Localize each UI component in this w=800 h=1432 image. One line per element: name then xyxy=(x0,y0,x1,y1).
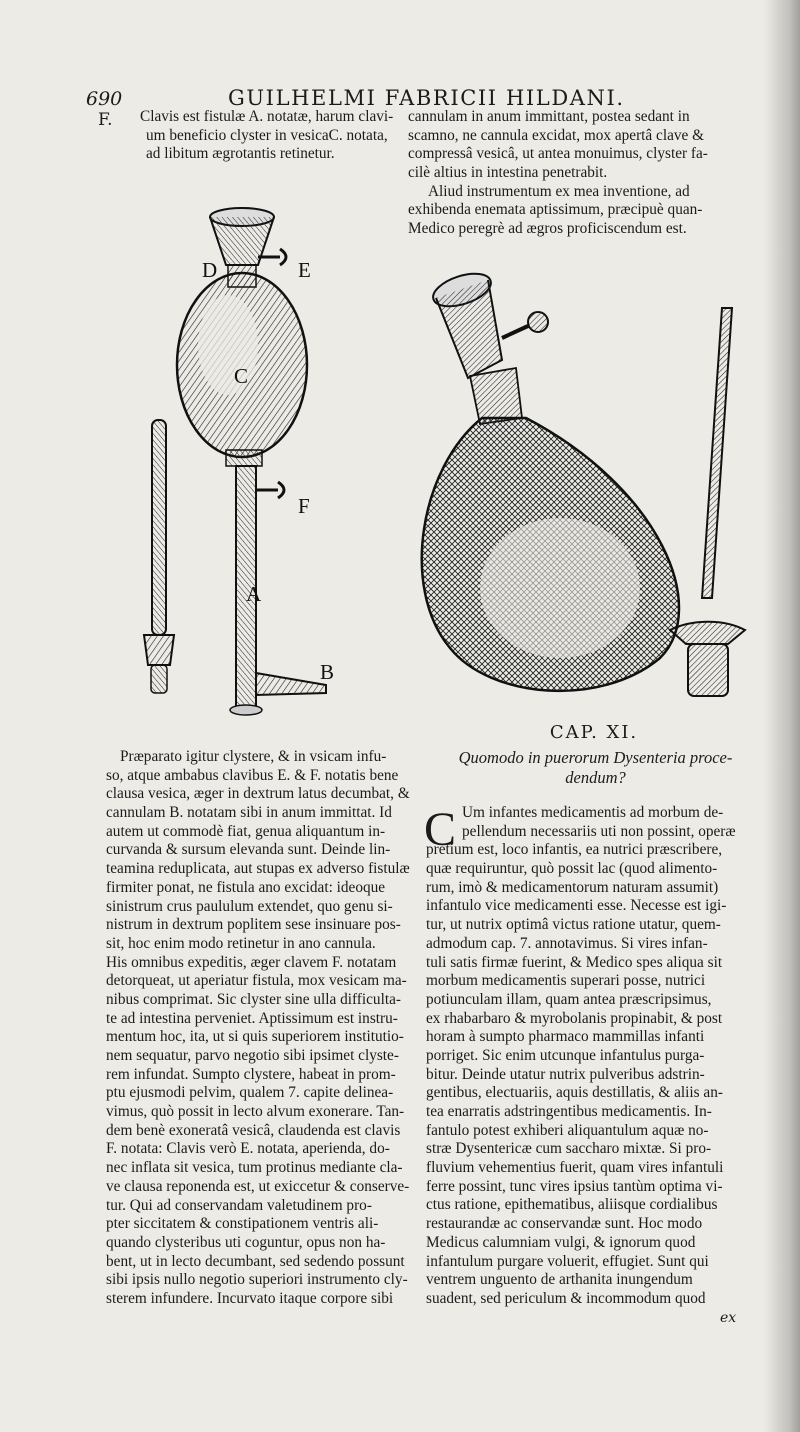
text-line: bitur. Deinde utatur nutrix pulveribus adstrin- xyxy=(426,1065,705,1083)
chapter-subtitle xyxy=(428,748,763,788)
text-line: fluvium vehementius fuerit, quam vires infantuli xyxy=(426,1159,724,1177)
text-line: Aliud instrumentum ex mea inventione, ad xyxy=(428,182,690,200)
text-line: sibi ipsis nullo negotio superiori instrumento cly- xyxy=(106,1271,408,1289)
text-line: scamno, ne cannula excidat, mox apertâ clave & xyxy=(408,126,705,144)
text-line: te ad intestina perveniet. Aptissimum est instru- xyxy=(106,1009,398,1027)
text-line: ptu ejusmodi pelvim, qualem 7. capite delinea- xyxy=(106,1084,394,1102)
text-line: ferre possint, tunc vires ipsius tantùm optima vi- xyxy=(426,1177,723,1195)
top-right-text xyxy=(408,108,708,239)
text-line: His omnibus expeditis, æger clavem F. notatam xyxy=(106,953,397,971)
figure-label-f: F xyxy=(298,494,310,518)
text-line: quando clysteribus uti coguntur, opus non ha- xyxy=(106,1233,386,1251)
text-line: bent, ut in lecto decumbant, sed sedendo possunt xyxy=(106,1252,405,1270)
text-line: cilè altius in intestina penetrabit. xyxy=(408,164,608,182)
text-line: tuli satis firmæ fuerint, & Medico spes aliqua sit xyxy=(426,953,723,971)
text-line: exhibenda enemata aptissimum, præcipuè quan- xyxy=(408,201,703,219)
text-line: tur. Qui ad conservandam valetudinem pro- xyxy=(106,1196,372,1214)
text-line: quæ requiruntur, quò possit lac (quod alimento- xyxy=(426,860,718,878)
text-line: porriget. Sic enim utcunque infantulus purga- xyxy=(426,1046,705,1064)
text-line: ad libitum ægrotantis retinetur. xyxy=(146,145,335,163)
text-line: Medicus calumniam vulgi, & ignorum quod xyxy=(426,1233,696,1251)
text-line: gentibus, electuariis, aquis destillatis, & aliis an- xyxy=(426,1084,723,1102)
text-line: sterem infundere. Incurvato itaque corpore sibi xyxy=(106,1289,394,1307)
text-line: nec inflata sit vesica, tum protinus mediante cla- xyxy=(106,1159,403,1177)
text-line: rum, imò & medicamentorum naturam assumit) xyxy=(426,878,719,896)
text-line: um beneficio clyster in vesicaC. notata, xyxy=(146,126,388,144)
text-line: ex rhabarbaro & myrobolanis propinabit, & post xyxy=(426,1009,723,1027)
text-line: ctus ratione, epithematibus, aliisque cordialibus xyxy=(426,1196,718,1214)
text-line: fantulo potest exhiberi aliquantulum aquæ no- xyxy=(426,1121,709,1139)
text-line: pter siccitatem & constipationem ventris ali- xyxy=(106,1215,379,1233)
clyster-apparatus-illustration xyxy=(130,195,400,725)
text-line: rem infundat. Sumpto clystere, habeat in prom- xyxy=(106,1065,396,1083)
text-line: dem benè exoneratâ vesicâ, claudenda est clavis xyxy=(106,1121,401,1139)
running-head: GUILHELMI FABRICII HILDANI. xyxy=(228,86,625,110)
chapter-caption: CAP. XI. xyxy=(549,722,639,743)
text-line: firmiter ponat, ne fistula ano excidat: ideoque xyxy=(106,878,386,896)
text-line: nibus comprimat. Sic clyster sine ulla difficulta- xyxy=(106,990,401,1008)
text-line: ventrem unguento de arthanita inungendum xyxy=(426,1271,693,1289)
left-column-text xyxy=(106,748,410,1309)
text-line: clausa vesica, æger in dextrum latus decumbat, & xyxy=(106,785,410,803)
text-line: horam à sumpto pharmaco mammillas infanti xyxy=(426,1028,705,1046)
text-line: pellendum necessariis uti non possint, operæ xyxy=(462,822,736,840)
bladder-enema-illustration xyxy=(410,268,755,713)
figure-label-d: D xyxy=(202,258,218,282)
figure-label-e: E xyxy=(298,258,311,282)
text-line: teamina reduplicata, aut stupas ex adverso fistulæ xyxy=(106,860,410,878)
text-line: detorqueat, ut aperiatur fistula, mox vesicam ma- xyxy=(106,972,407,990)
text-line: suadent, sed periculum & incommodum quod xyxy=(426,1289,706,1307)
subtitle-line: Quomodo in puerorum Dysenteria proce- xyxy=(458,748,733,767)
text-line: cannulam B. notatam sibi in anum immittat. Id xyxy=(106,804,392,822)
text-line: Medico peregrè ad ægros proficiscendum est. xyxy=(408,220,687,238)
text-line: cannulam in anum immittant, postea sedant in xyxy=(408,108,690,125)
text-line: stræ Dysentericæ cum saccharo mixtæ. Si pro- xyxy=(426,1140,712,1158)
text-line: infantulo vice medicamenti esse. Necesse est igi- xyxy=(426,897,727,915)
figure-label-a: A xyxy=(246,582,262,606)
text-line: nistrum in dextrum poplitem sese insinuare pos- xyxy=(106,916,401,934)
text-line: vimus, quò possit in lecto alvum exonerare. Tan- xyxy=(106,1103,405,1121)
text-line: Um infantes medicamentis ad morbum de- xyxy=(462,804,724,821)
subtitle-line: dendum? xyxy=(565,768,626,787)
text-line: restaurandæ ac conservandæ sunt. Hoc modo xyxy=(426,1215,703,1233)
text-line: curvanda & sursum elevanda sunt. Deinde lin- xyxy=(106,841,391,859)
catchword: ex xyxy=(720,1310,737,1326)
text-line: tur, ut nutrix optimâ victus ratione utatur, quem- xyxy=(426,916,721,934)
text-line: sit, hoc enim modo retinetur in ano cannula. xyxy=(106,934,376,952)
text-line: mentum hoc, ita, ut si quis superiorem institutio- xyxy=(106,1028,404,1046)
page-number: 690 xyxy=(86,88,123,110)
text-line: potiunculam illam, quam antea præscripsimus, xyxy=(426,990,712,1008)
right-column-text xyxy=(426,804,736,1309)
text-line: pretium est, loco infantis, ea nutrici præscribere, xyxy=(426,841,723,859)
text-line: autem ut commodè fiat, genua aliquantum in- xyxy=(106,822,386,840)
drop-cap: C xyxy=(424,803,457,856)
top-left-text xyxy=(140,108,393,164)
figure-label-c: C xyxy=(234,364,249,388)
text-line: tea enarratis adstringentibus medicamentis. In- xyxy=(426,1103,712,1120)
text-line: F. notata: Clavis verò E. notata, aperienda, do- xyxy=(106,1140,390,1158)
text-line: so, atque ambabus clavibus E. & F. notatis bene xyxy=(106,766,399,784)
text-line: compressâ vesicâ, ut antea monuimus, clyster fa- xyxy=(408,145,708,163)
text-line: sinistrum crus paululum extendet, quo genu si- xyxy=(106,897,393,915)
figure-label-b: B xyxy=(320,660,335,684)
text-line: morbum medicamentis superari posse, nutrici xyxy=(426,972,706,990)
text-line: ve clausa reponenda est, ut exiccetur & conserve- xyxy=(106,1177,410,1195)
text-line: admodum cap. 7. annotavimus. Si vires infan- xyxy=(426,934,708,952)
text-line: Præparato igitur clystere, & in vsicam infu- xyxy=(120,748,387,765)
text-line: Clavis est fistulæ A. notatæ, harum clavi- xyxy=(140,108,394,125)
text-line: infantulum purgare voluerit, effugiet. Sunt qui xyxy=(426,1252,709,1270)
text-line: nem sequatur, parvo negotio sibi ipsimet clyste- xyxy=(106,1047,399,1064)
page-fold-shadow xyxy=(764,0,800,1432)
margin-letter: F. xyxy=(98,110,113,130)
